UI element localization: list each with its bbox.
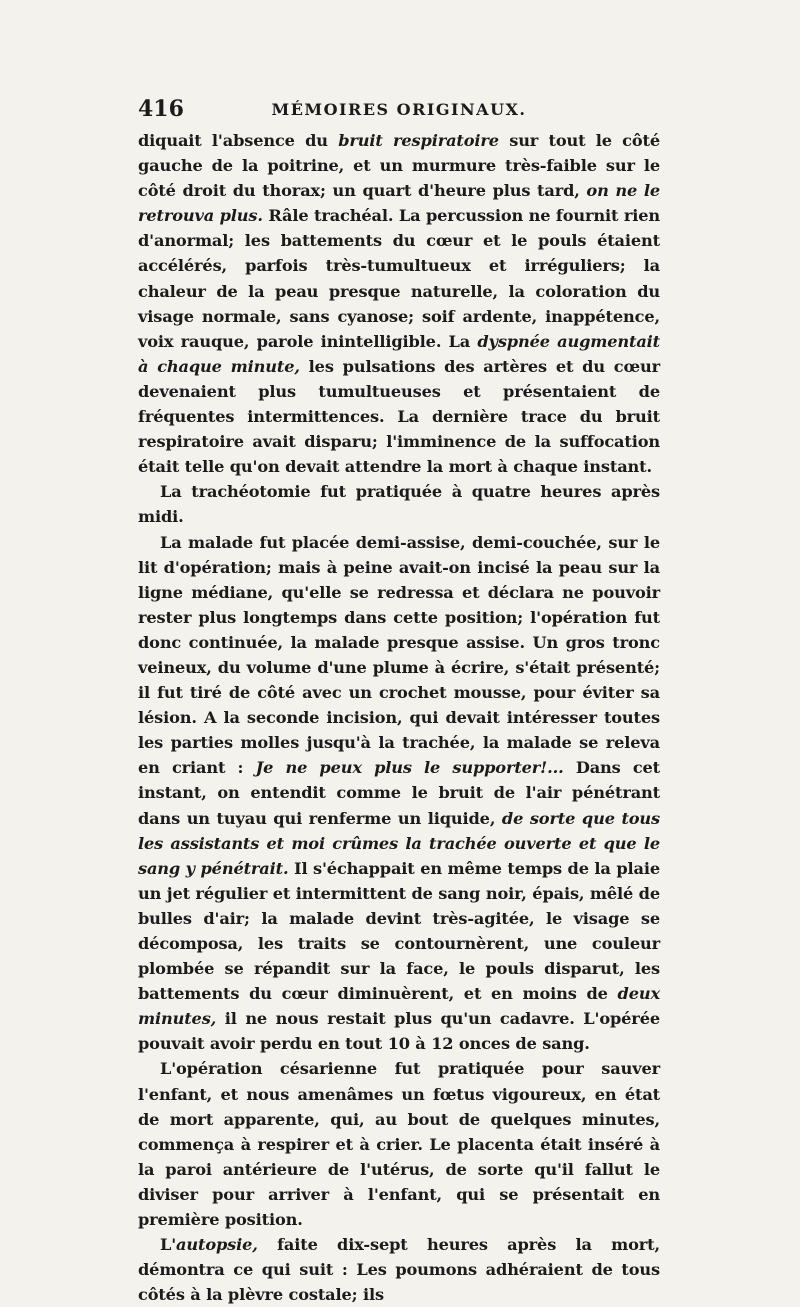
book-page [138, 94, 660, 1307]
italic-text: Je ne peux plus le supporter!... [255, 758, 564, 778]
text-run: L'opération césarienne fut pratiquée pour sauver l'enfant, et nous amenâmes un fœtus vigoureux, en état de mort apparente, qui, au bout de quelques minutes, commença à respirer et à crier. Le placenta était inséré à la paroi antérieure de l'utérus, de sorte qu'il fallut le diviser pour arriver à l'enfant, qui se présentait en première position. [138, 1059, 660, 1230]
text-run: faite dix-sept heures après la mort, démontra ce qui suit : Les poumons adhéraient de tous côtés à la plèvre costale; ils [138, 1235, 660, 1305]
italic-text: deux minutes, [138, 984, 660, 1029]
paragraph [138, 530, 660, 1057]
text-run: les pulsations des artères et du cœur devenaient plus tumultueuses et présentaient de fréquentes intermittences. La dernière trace du bruit respiratoire avait disparu; l'imminence de la suffocation était telle qu'on devait attendre la mort à chaque instant. [138, 356, 660, 477]
text-run: Dans cet instant, on entendit comme le bruit de l'air pénétrant dans un tuyau qui renferme un liquide, [138, 758, 661, 828]
text-run: diquait l'absence du [138, 131, 339, 150]
paragraph [138, 1232, 660, 1307]
paragraph [138, 128, 660, 479]
running-head [138, 94, 660, 128]
italic-text: bruit respiratoire [338, 131, 499, 150]
text-run: Râle trachéal. La percussion ne fournit rien d'anormal; les battements du cœur et le pouls étaient accélérés, parfois très-tumultueux et irréguliers; la chaleur de la peau presque naturelle, la coloration du visage normale, sans cyanose; soif ardente, inappétence, voix rauque, parole inintelligible. La [138, 206, 660, 351]
running-title: MÉMOIRES ORIGINAUX. [271, 100, 527, 119]
text-run: Il s'échappait en même temps de la plaie un jet régulier et intermittent de sang noir, épais, mêlé de bulles d'air; la malade devint très-agitée, le visage se décomposa, les traits se contournèrent, une couleur plombée se répandit sur la face, le pouls disparut, les battements du cœur diminuèrent, et en moins de [138, 858, 661, 1004]
body-text [138, 128, 660, 1307]
paragraph [138, 479, 660, 529]
text-run: La malade fut placée demi-assise, demi-couchée, sur le lit d'opération; mais à peine avait-on incisé la peau sur la ligne médiane, qu'elle se redressa et déclara ne pouvoir rester plus longtemps dans cette position; l'opération fut donc continuée, la malade presque assise. Un gros tronc veineux, du volume d'une plume à écrire, s'était présenté; il fut tiré de côté avec un crochet mousse, pour éviter sa lésion. A la seconde incision, qui devait intéresser toutes les parties molles jusqu'à la trachée, la malade se releva en criant : [138, 532, 660, 778]
text-run: La trachéotomie fut pratiquée à quatre heures après midi. [138, 482, 660, 527]
italic-text: de sorte que tous les assistants et moi crûmes la trachée ouverte et que le sang y pénétrait. [138, 808, 660, 878]
text-run: il ne nous restait plus qu'un cadavre. L'opérée pouvait avoir perdu en tout 10 à 12 onces de sang. [138, 1009, 660, 1054]
text-run: sur tout le côté gauche de la poitrine, et un murmure très-faible sur le côté droit du thorax; un quart d'heure plus tard, [138, 131, 661, 201]
paragraph [138, 1056, 660, 1232]
italic-text: dyspnée augmentait à chaque minute, [138, 331, 660, 376]
italic-text: on ne le retrouva plus. [138, 181, 660, 226]
text-run: L' [160, 1235, 177, 1255]
page-number: 416 [138, 96, 184, 122]
italic-text: autopsie, [176, 1235, 258, 1255]
